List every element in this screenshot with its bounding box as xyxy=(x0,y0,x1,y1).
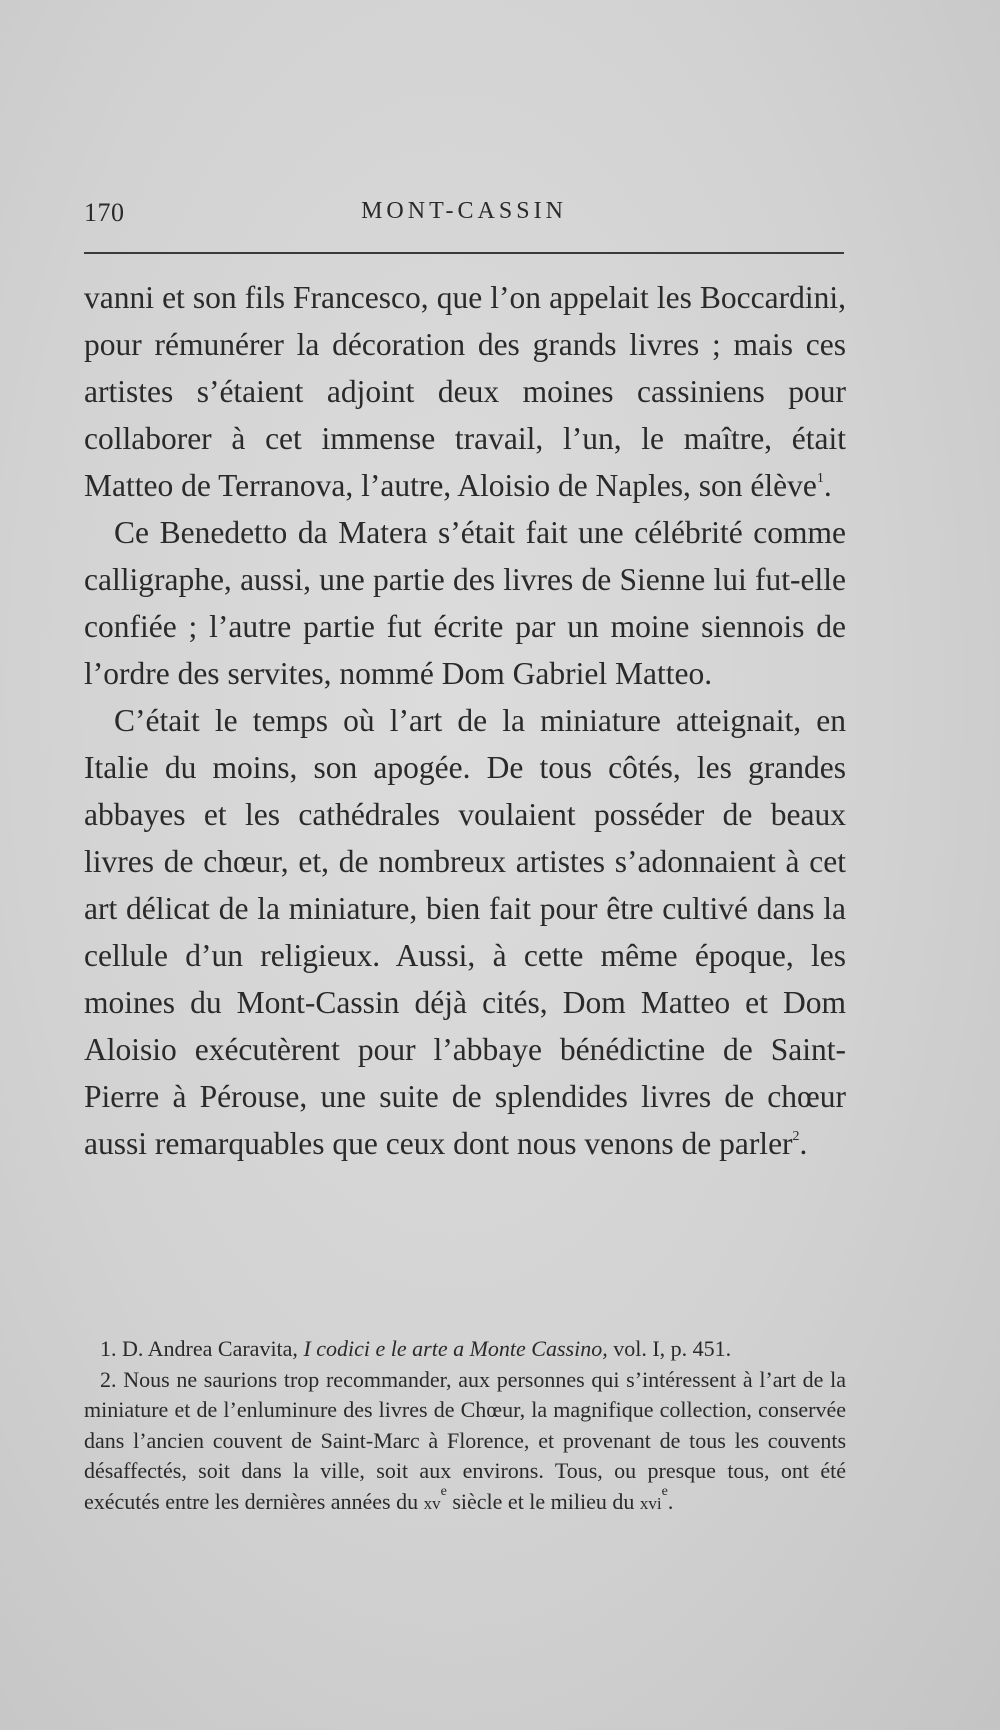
footnote-2-end: . xyxy=(667,1488,674,1514)
footnote-2-century-b: xvi xyxy=(639,1493,662,1513)
footnote-ref-1: 1 xyxy=(816,471,824,486)
footnote-2-text-a: 2. Nous ne saurions trop recommander, aux personnes qui s’intéressent à l’art de la miniature et de l’enluminure des livres de Chœur, la magnifique collection, conservée dans l’ancien couvent de Saint-Marc à Florence, et provenant de tous les couvents désaffectés, soit dans la ville, soit aux environs. Tous, ou presque tous, ont été exécutés entre les dernières années du xyxy=(84,1366,846,1514)
footnote-1-suffix: vol. I, p. 451. xyxy=(607,1336,732,1361)
footnote-1-prefix: 1. D. Andrea Caravita, xyxy=(100,1336,304,1361)
paragraph-2-text: Ce Benedetto da Matera s’était fait une célébrité comme calligraphe, aussi, une partie des livres de Sienne lui fut-elle confiée ; l’autre partie fut écrite par un moine siennois de l’ordre des servites, nommé Dom Gabriel Matteo. xyxy=(84,515,846,691)
footnote-ref-2: 2 xyxy=(792,1129,800,1144)
footnote-2-sup-a: e xyxy=(440,1483,447,1499)
running-head xyxy=(84,194,844,234)
paragraph-3-end: . xyxy=(799,1126,808,1161)
footnote-2-century-a: xv xyxy=(423,1493,441,1513)
footnote-2-text-b: siècle et le milieu du xyxy=(446,1488,640,1514)
paragraph-1-text: vanni et son fils Francesco, que l’on appelait les Boccardini, pour rémunérer la décoration des grands livres ; mais ces artistes s’étaient adjoint deux moines cassiniens pour collaborer à cet immense travail, l’un, le maître, était Matteo de Terranova, l’autre, Aloisio de Naples, son élève xyxy=(84,280,846,503)
paragraph-1 xyxy=(84,274,846,509)
paragraph-1-end: . xyxy=(823,468,832,503)
paragraph-3 xyxy=(84,697,846,1167)
running-title: MONT-CASSIN xyxy=(361,198,567,224)
footnote-1 xyxy=(84,1334,846,1365)
header-rule xyxy=(84,252,844,254)
footnotes xyxy=(84,1334,846,1519)
page-number: 170 xyxy=(84,198,125,227)
footnote-1-title: I codici e le arte a Monte Cassino, xyxy=(303,1336,608,1361)
footnote-2-sup-b: e xyxy=(661,1483,668,1499)
footnote-2 xyxy=(84,1365,846,1520)
paragraph-3-text: C’était le temps où l’art de la miniature atteignait, en Italie du moins, son apogée. De tous côtés, les grandes abbayes et les cathédrales voulaient posséder de beaux livres de chœur, et, de nombreux artistes s’adonnaient à cet art délicat de la miniature, bien fait pour être cultivé dans la cellule d’un religieux. Aussi, à cette même époque, les moines du Mont-Cassin déjà cités, Dom Matteo et Dom Aloisio exécutèrent pour l’abbaye bénédictine de Saint-Pierre à Pérouse, une suite de splendides livres de chœur aussi remarquables que ceux dont nous venons de parler xyxy=(84,703,846,1161)
body-text xyxy=(84,274,846,1167)
paragraph-2 xyxy=(84,509,846,697)
